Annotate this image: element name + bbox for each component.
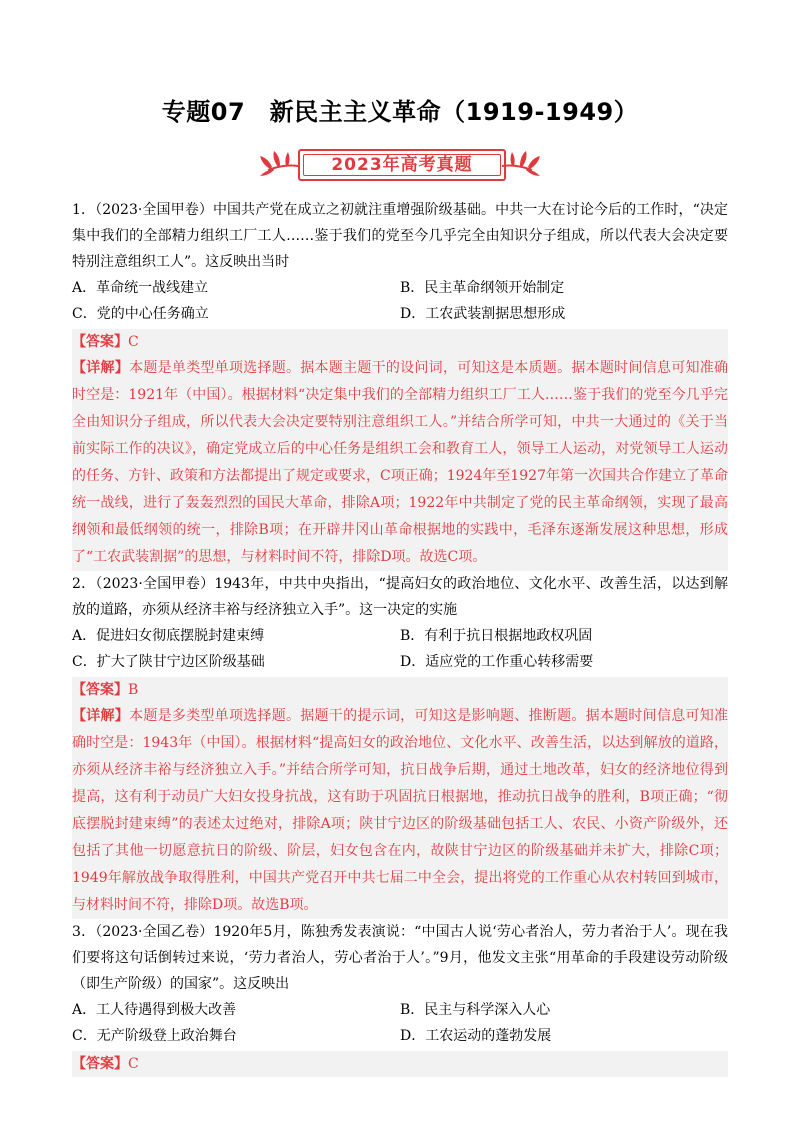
explanation-text: 本题是多类型单项选择题。据题干的提示词，可知这是影响题、推断题。据本题时间信息可知准确时空是：1943年（中国）。根据材料“提高妇女的政治地位、文化水平、改善生活，以达到解放的道路，亦须从经济丰裕与经济独立入手。”并结合所学可知，抗日战争后期，通过土地改革，妇女的经济地位得到提高，这有利于动员广大妇女投身抗战，这有助于巩固抗日根据地，推动抗日战争的胜利，B项正确；“彻底摆脱封建束缚”的表述太过绝对，排除A项；陕甘宁边区的阶级基础包括工人、农民、小资产阶级外，还包括了其他一切愿意抗日的阶级、阶层，妇女包含在内，故陕甘宁边区的阶级基础并未扩大，排除C项；1949年解放战争取得胜利，中国共产党召开中共七届二中全会，提出将党的工作重心从农村转回到城市，与材料时间不符，排除D项。故选B项。 xyxy=(72,708,729,913)
option-c: C．党的中心任务确立 xyxy=(72,306,209,322)
answer-value: C xyxy=(128,334,139,350)
banner-frame xyxy=(298,149,506,181)
option-a: A．工人待遇得到极大改善 xyxy=(72,1002,237,1018)
banner-label: 2023年高考真题 xyxy=(331,155,473,175)
option-d: D．工农武装割据思想形成 xyxy=(400,306,566,322)
laurel-right-icon xyxy=(500,146,542,182)
question-1 xyxy=(72,197,728,571)
option-a: A．革命统一战线建立 xyxy=(72,280,209,296)
answer-tag: 【答案】 xyxy=(72,334,128,350)
explanation xyxy=(72,355,728,571)
laurel-left-icon xyxy=(258,146,300,182)
explanation-tag: 【详解】 xyxy=(72,708,130,724)
option-b: B．民主与科学深入人心 xyxy=(400,1002,551,1018)
answer-value: B xyxy=(128,682,139,698)
answer-line xyxy=(72,329,728,355)
question-3 xyxy=(72,919,728,1077)
option-b: B．有利于抗日根据地政权巩固 xyxy=(400,628,593,644)
options-list xyxy=(72,623,728,675)
option-b: B．民主革命纲领开始制定 xyxy=(400,280,565,296)
answer-tag: 【答案】 xyxy=(72,682,128,698)
answer-line xyxy=(72,1051,728,1077)
option-d: D．适应党的工作重心转移需要 xyxy=(400,654,594,670)
option-d: D．工农运动的蓬勃发展 xyxy=(400,1028,552,1044)
explanation-text: 本题是单类型单项选择题。据本题主题干的设问词，可知这是本质题。据本题时间信息可知准确时空是：1921年（中国）。根据材料“决定集中我们的全部精力组织工厂工人……鉴于我们的党至今几乎完全由知识分子组成，所以代表大会决定要特别注意组织工人。”并结合所学可知，中共一大通过的《关于当前实际工作的决议》，确定党成立后的中心任务是组织工会和教育工人，领导工人运动，对党领导工人运动的任务、方针、政策和方法都提出了规定或要求，C项正确；1924年至1927年第一次国共合作建立了革命统一战线，进行了轰轰烈烈的国民大革命，排除A项；1922年中共制定了党的民主革命纲领，实现了最高纲领和最低纲领的统一，排除B项；在开辟井冈山革命根据地的实践中，毛泽东逐渐发展这种思想，形成了“工农武装割据”的思想，与材料时间不符，排除D项。故选C项。 xyxy=(72,360,729,565)
explanation-tag: 【详解】 xyxy=(72,360,130,376)
answer-tag: 【答案】 xyxy=(72,1056,128,1072)
options-list xyxy=(72,997,728,1049)
options-list xyxy=(72,275,728,327)
question-2 xyxy=(72,571,728,919)
option-c: C．扩大了陕甘宁边区阶级基础 xyxy=(72,654,265,670)
option-c: C．无产阶级登上政治舞台 xyxy=(72,1028,237,1044)
questions-section xyxy=(72,197,728,1077)
answer-value: C xyxy=(128,1056,139,1072)
section-banner xyxy=(258,146,542,182)
page-title: 专题07 新民主主义革命（1919-1949） xyxy=(161,98,639,126)
explanation xyxy=(72,703,728,919)
question-stem: 2．（2023·全国甲卷）1943年，中共中央指出，“提高妇女的政治地位、文化水平、改善生活，以达到解放的道路，亦须从经济丰裕与经济独立入手”。这一决定的实施 xyxy=(72,576,728,618)
answer-line xyxy=(72,677,728,703)
option-a: A．促进妇女彻底摆脱封建束缚 xyxy=(72,628,265,644)
question-stem: 3．（2023·全国乙卷）1920年5月，陈独秀发表演说：“中国古人说‘劳心者治人，劳力者治于人’。现在我们要将这句话倒转过来说，‘劳力者治人，劳心者治于人’。”9月，他发文主张“用革命的手段建设劳动阶级（即生产阶级）的国家”。这反映出 xyxy=(72,924,728,992)
question-stem: 1．（2023·全国甲卷）中国共产党在成立之初就注重增强阶级基础。中共一大在讨论今后的工作时，“决定集中我们的全部精力组织工厂工人……鉴于我们的党至今几乎完全由知识分子组成，所以代表大会决定要特别注意组织工人”。这反映出当时 xyxy=(72,202,728,270)
